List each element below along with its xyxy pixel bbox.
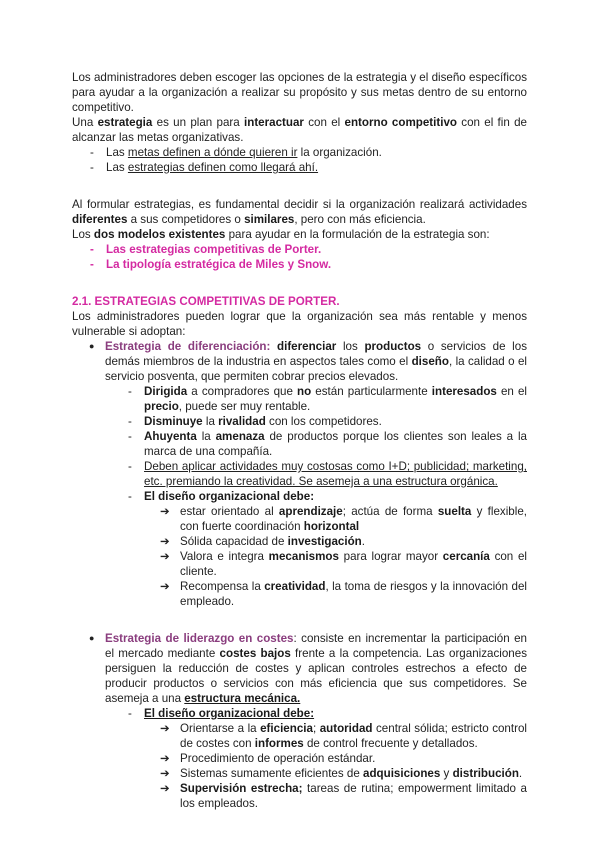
text-run: Disminuye (144, 415, 203, 428)
text-run: El diseño organizacional debe: (144, 707, 315, 720)
list-item (72, 579, 527, 609)
list-item (72, 751, 527, 766)
text-run: productos (364, 340, 422, 353)
text-run: Al formular estrategias, es fundamental decidir si la organización realizará actividades (72, 198, 527, 211)
text-run: y (440, 767, 453, 780)
bullet-marker: ● (89, 633, 95, 643)
text-run: frente a la competencia. Las organizaciones persiguen la reducción de costes y aplican controles estrechos a efecto de producir productos o servicios con más eficiencia que sus competidores. Se asemeja a una (105, 647, 527, 705)
text-run: costes bajos (219, 647, 291, 660)
text-run: central sólida; estricto control de costes con (180, 722, 527, 750)
text-run: , pero con más eficiencia. (294, 213, 426, 226)
text-run: , la toma de riesgos y la innovación del empleado. (180, 580, 527, 608)
text-run: . (518, 767, 523, 780)
text-run: amenaza (215, 430, 265, 443)
arrow-right-icon: ➔ (160, 580, 170, 593)
text-run: suelta (437, 505, 472, 518)
text-run: Las (106, 146, 128, 159)
dash-marker: - (128, 385, 132, 398)
dash-marker: - (90, 146, 94, 159)
list-item (72, 145, 527, 160)
text-run: interesados (431, 385, 497, 398)
text-run: interactuar (244, 116, 304, 129)
section-heading: 2.1. ESTRATEGIAS COMPETITIVAS DE PORTER. (72, 295, 340, 308)
text-run: . (361, 535, 365, 548)
text-run: aprendizaje (278, 505, 343, 518)
text-run: para lograr mayor (338, 550, 443, 563)
text-run: precio (144, 400, 179, 413)
list-item (72, 631, 527, 706)
list-item (72, 706, 527, 721)
text-run: distribución (452, 767, 519, 780)
text-run: Ahuyenta (144, 430, 197, 443)
text-run: de productos porque los clientes son leales a la marca de una compañía. (144, 430, 527, 458)
bullet-marker: ● (89, 341, 95, 351)
text-run: ; actúa de forma (342, 505, 438, 518)
text-run: para ayudar en la formulación de la estrategia son: (225, 228, 490, 241)
text-run: con los competidores. (265, 415, 382, 428)
arrow-right-icon: ➔ (160, 505, 170, 518)
text-run: : consiste en incrementar la participación en el mercado mediante (105, 632, 527, 660)
text-run: la (196, 430, 216, 443)
arrow-right-icon: ➔ (160, 767, 170, 780)
text-run: Dirigida (144, 385, 188, 398)
text-run: diferenciar (277, 340, 337, 353)
text-run: cercanía (442, 550, 490, 563)
dash-marker: - (128, 707, 132, 720)
list-item (72, 242, 527, 257)
list-item (72, 549, 527, 579)
text-run: con el fin de alcanzar las metas organizativas. (72, 116, 527, 144)
text-run: metas definen a dónde quieren ir (127, 146, 298, 159)
text-run: están particularmente (311, 385, 432, 398)
text-run: creatividad (264, 580, 326, 593)
list-item (72, 459, 527, 489)
text-run: estar orientado al (180, 505, 279, 518)
arrow-right-icon: ➔ (160, 535, 170, 548)
text-run: adquisiciones (363, 767, 441, 780)
list-item (72, 429, 527, 459)
text-run: rivalidad (218, 415, 266, 428)
text-run: estrategia (97, 116, 153, 129)
arrow-right-icon: ➔ (160, 722, 170, 735)
text-run: estructura mecánica. (184, 692, 301, 705)
list-item (72, 781, 527, 811)
text-run: los (336, 340, 365, 353)
document-page (72, 70, 527, 811)
text-run: Orientarse a la (180, 722, 261, 735)
dash-marker: - (128, 460, 132, 473)
text-run: informes (254, 737, 304, 750)
text-run: con el cliente. (180, 550, 527, 578)
models-paragraph (72, 227, 527, 242)
text-run: horizontal (303, 520, 360, 533)
text-run: no (297, 385, 312, 398)
dash-marker: - (90, 161, 94, 174)
text-run: la (202, 415, 219, 428)
formular-paragraph (72, 197, 527, 227)
arrow-right-icon: ➔ (160, 550, 170, 563)
text-run: a sus competidores o (127, 213, 245, 226)
list-item (72, 160, 527, 175)
text-run: Supervisión estrecha; (180, 782, 303, 795)
text-run: similares (244, 213, 295, 226)
dash-marker: - (128, 430, 132, 443)
text-run: Deben aplicar actividades muy costosas como I+D; publicidad; marketing, etc. premiando la creatividad. Se asemeja a una estructura orgánica. (144, 460, 527, 488)
intro-paragraph: Los administradores deben escoger las opciones de la estrategia y el diseño específicos para ayudar a la organización a realizar su propósito y sus metas dentro de su entorno competitivo. (72, 71, 527, 114)
text-run: Valora e integra (180, 550, 269, 563)
text-run: Estrategia de diferenciación: (105, 340, 271, 353)
text-run: , la calidad o el servicio posventa, que permiten cobrar precios elevados. (105, 355, 527, 383)
text-run: Sistemas sumamente eficientes de (180, 767, 364, 780)
text-run: Estrategia de liderazgo en costes (105, 632, 294, 645)
list-item (72, 414, 527, 429)
text-run: eficiencia (260, 722, 313, 735)
text-run: la organización. (297, 146, 382, 159)
text-run: ; (312, 722, 320, 735)
text-run: mecanismos (268, 550, 339, 563)
arrow-right-icon: ➔ (160, 752, 170, 765)
text-run: tareas de rutina; empowerment limitado a los empleados. (180, 782, 527, 810)
section-intro: Los administradores pueden lograr que la organización sea más rentable y menos vulnerable si adoptan: (72, 310, 527, 338)
list-item (72, 721, 527, 751)
text-run: o servicios de los demás miembros de la industria en aspectos tales como el (105, 340, 527, 368)
text-run: dos modelos existentes (93, 228, 226, 241)
list-item (72, 257, 527, 272)
text-run: es un plan para (152, 116, 245, 129)
list-item (72, 384, 527, 414)
text-run: Una (72, 116, 98, 129)
text-run: de control frecuente y detallados. (303, 737, 478, 750)
list-item (72, 766, 527, 781)
text-run: estrategias definen como llegará ahí. (127, 161, 319, 174)
dash-marker: - (90, 243, 94, 256)
text-run: investigación (287, 535, 362, 548)
text-run: La tipología estratégica de Miles y Snow. (106, 258, 332, 271)
dash-marker: - (128, 415, 132, 428)
dash-marker: - (90, 258, 94, 271)
text-run: autoridad (319, 722, 373, 735)
text-run: en el (496, 385, 527, 398)
text-run: El diseño organizacional debe: (144, 490, 315, 503)
arrow-right-icon: ➔ (160, 782, 170, 795)
text-run: Procedimiento de operación estándar. (180, 752, 376, 765)
list-item (72, 534, 527, 549)
list-item (72, 339, 527, 384)
text-run: a compradores que (187, 385, 298, 398)
text-run: , puede ser muy rentable. (178, 400, 311, 413)
dash-marker: - (128, 490, 132, 503)
text-run: Las (106, 161, 128, 174)
list-item (72, 489, 527, 504)
text-run: diseño (411, 355, 449, 368)
list-item (72, 504, 527, 534)
text-run: Los (72, 228, 94, 241)
text-run: Sólida capacidad de (180, 535, 288, 548)
text-run: diferentes (72, 213, 128, 226)
text-run: Recompensa la (180, 580, 265, 593)
strategy-definition (72, 115, 527, 145)
text-run: entorno competitivo (344, 116, 457, 129)
text-run: y flexible, con fuerte coordinación (180, 505, 527, 533)
text-run: Las estrategias competitivas de Porter. (106, 243, 322, 256)
text-run: con el (303, 116, 345, 129)
